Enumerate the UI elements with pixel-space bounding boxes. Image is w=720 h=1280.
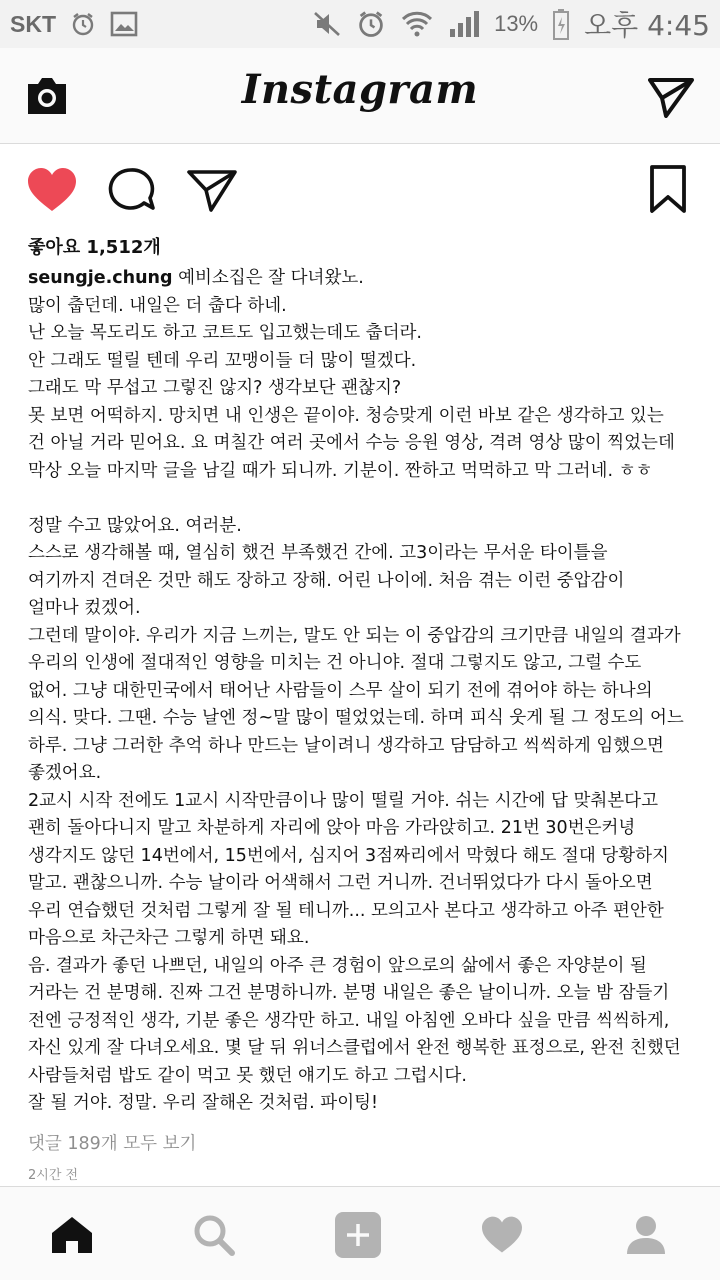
bottom-nav bbox=[0, 1186, 720, 1280]
app-header bbox=[0, 48, 720, 144]
caption-line: 괜히 돌아다니지 말고 차분하게 자리에 앉아 마음 가라앉히고. 21번 30번은커녕 bbox=[28, 818, 636, 838]
caption-line: 스스로 생각해볼 때, 열심히 했건 부족했건 간에. 고3이라는 무서운 타이틀을 bbox=[28, 543, 608, 563]
caption-line: 그런데 말이야. 우리가 지금 느끼는, 말도 안 되는 이 중압감의 크기만큼 내일의 결과가 bbox=[28, 625, 681, 646]
gallery-icon bbox=[110, 11, 138, 37]
bookmark-icon[interactable] bbox=[646, 164, 690, 214]
activity-heart-icon[interactable] bbox=[478, 1211, 526, 1259]
wifi-icon bbox=[400, 9, 434, 39]
carrier-label: SKT bbox=[10, 10, 56, 37]
post-timestamp: 2시간 전 bbox=[28, 1168, 79, 1183]
caption-line: 많이 춥던데. 내일은 더 춥다 하네. bbox=[28, 295, 287, 316]
status-bar bbox=[0, 0, 720, 48]
paper-plane-icon[interactable] bbox=[186, 166, 238, 214]
caption-line: 못 보면 어떡하지. 망치면 내 인생은 끝이야. 청승맞게 이런 바보 같은 생각하고 있는 bbox=[28, 405, 664, 426]
status-clock: 오후 4:45 bbox=[584, 9, 710, 42]
alarm-icon bbox=[70, 11, 96, 37]
caption-line: 생각지도 않던 14번에서, 15번에서, 심지어 3점짜리에서 막혔다 해도 절대 당황하지 bbox=[28, 845, 669, 866]
caption-line: 사람들처럼 밥도 같이 먹고 못 했던 얘기도 하고 그럽시다. bbox=[28, 1065, 467, 1086]
instagram-logo: Instagram bbox=[241, 66, 479, 113]
caption-line: 자신 있게 잘 다녀오세요. 몇 달 뒤 위너스클럽에서 완전 행복한 표정으로, 완전 친했던 bbox=[28, 1038, 681, 1058]
caption-line: 거라는 건 분명해. 진짜 그건 분명하니까. 분명 내일은 좋은 날이니까. 오늘 밤 잠들기 bbox=[28, 983, 670, 1003]
heart-filled-icon[interactable] bbox=[26, 166, 78, 214]
caption-line: 막상 오늘 마지막 글을 남길 때가 되니까. 기분이. 짠하고 먹먹하고 막 그러네. ㅎㅎ bbox=[28, 460, 653, 481]
battery-icon bbox=[552, 8, 570, 40]
post-username[interactable]: seungje.chung bbox=[28, 268, 173, 288]
comment-bubble-icon[interactable] bbox=[106, 166, 158, 214]
caption-line: 의식. 맞다. 그땐. 수능 날엔 정~말 많이 떨었었는데. 하며 피식 웃게 될 그 정도의 어느 bbox=[28, 708, 684, 728]
caption-line: 건 아닐 거라 믿어요. 요 며칠간 여러 곳에서 수능 응원 영상, 격려 영상 많이 찍었는데 bbox=[28, 433, 675, 453]
view-all-comments-link[interactable]: 댓글 189개 모두 보기 bbox=[28, 1134, 197, 1154]
home-icon[interactable] bbox=[48, 1211, 96, 1259]
caption-line: 안 그래도 떨릴 텐데 우리 꼬맹이들 더 많이 떨겠다. bbox=[28, 350, 417, 371]
caption-line: 하루. 그냥 그러한 추억 하나 만드는 날이려니 생각하고 담담하고 씩씩하게 임했으면 bbox=[28, 735, 664, 756]
search-icon[interactable] bbox=[190, 1211, 238, 1259]
signal-icon bbox=[448, 9, 480, 39]
caption-line: 정말 수고 많았어요. 여러분. bbox=[28, 515, 242, 536]
caption-line: 그래도 막 무섭고 그렇진 않지? 생각보단 괜찮지? bbox=[28, 378, 402, 398]
caption-line: 여기까지 견뎌온 것만 해도 장하고 장해. 어린 나이에. 처음 겪는 이런 중압감이 bbox=[28, 570, 625, 591]
mute-icon bbox=[312, 10, 342, 38]
battery-percent: 13% bbox=[494, 11, 539, 36]
caption-line: 좋겠어요. bbox=[28, 763, 102, 783]
add-post-icon[interactable] bbox=[334, 1211, 382, 1259]
caption-line: 우리 연습했던 것처럼 그렇게 잘 될 테니까... 모의고사 본다고 생각하고 아주 편안한 bbox=[28, 900, 664, 921]
profile-icon[interactable] bbox=[622, 1211, 670, 1259]
caption-line: 얼마나 컸겠어. bbox=[28, 598, 141, 618]
caption-line: 말고. 괜찮으니까. 수능 날이라 어색해서 그런 거니까. 건너뛰었다가 다시 돌아오면 bbox=[28, 873, 653, 893]
caption-line: 전엔 긍정적인 생각, 기분 좋은 생각만 하고. 내일 아침엔 오바다 싶을 만큼 씩씩하게, bbox=[28, 1010, 670, 1031]
caption-line: 마음으로 차근차근 그렇게 하면 돼요. bbox=[28, 928, 310, 948]
post-caption bbox=[28, 265, 708, 1118]
post-action-row bbox=[0, 144, 720, 236]
like-count[interactable]: 좋아요 1,512개 bbox=[28, 237, 161, 258]
caption-line: 2교시 시작 전에도 1교시 시작만큼이나 많이 떨릴 거야. 쉬는 시간에 답 맞춰본다고 bbox=[28, 790, 658, 811]
caption-line bbox=[28, 265, 708, 293]
caption-line: 우리의 인생에 절대적인 영향을 미치는 건 아니야. 절대 그렇지도 않고, 그럴 수도 bbox=[28, 653, 642, 673]
caption-text: 예비소집은 잘 다녀왔노. bbox=[172, 268, 364, 288]
paper-plane-icon[interactable] bbox=[648, 74, 694, 118]
caption-line: 잘 될 거야. 정말. 우리 잘해온 것처럼. 파이팅! bbox=[28, 1093, 379, 1113]
caption-line: 없어. 그냥 대한민국에서 태어난 사람들이 스무 살이 되기 전에 겪어야 하는 하나의 bbox=[28, 680, 653, 701]
caption-line: 음. 결과가 좋던 나쁘던, 내일의 아주 큰 경험이 앞으로의 삶에서 좋은 자양분이 될 bbox=[28, 955, 647, 976]
alarm-icon bbox=[356, 9, 386, 39]
caption-line: 난 오늘 목도리도 하고 코트도 입고했는데도 춥더라. bbox=[28, 323, 422, 343]
caption-line bbox=[28, 485, 708, 513]
